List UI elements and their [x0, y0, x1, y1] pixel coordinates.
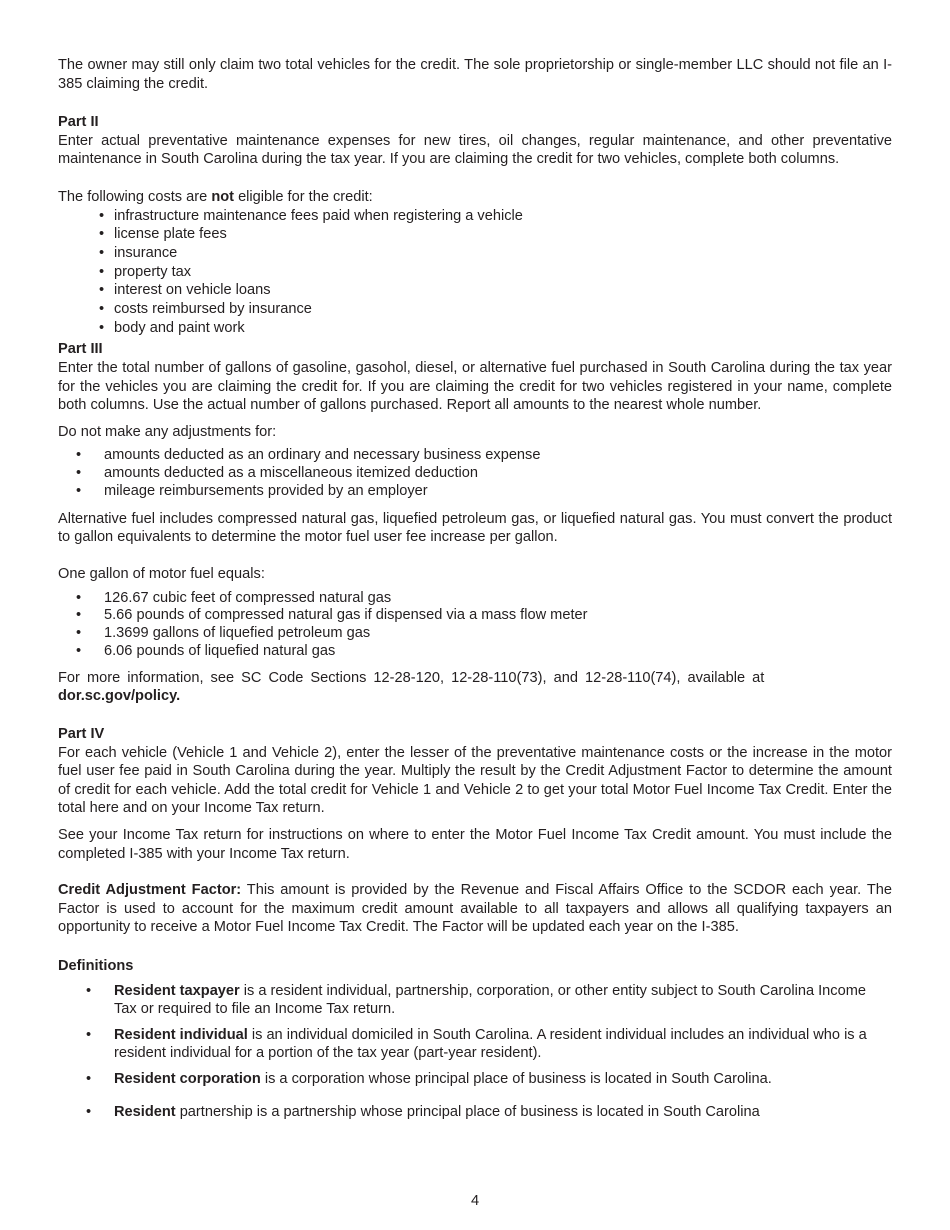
definition-item	[58, 1026, 892, 1063]
part-3-body: Enter the total number of gallons of gasoline, gasohol, diesel, or alternative fuel purchased in South Carolina during the tax year for the vehicles you are claiming the credit for. If you are claiming the credit for two vehicles registered in your name, complete both columns. Use the actual number of gallons purchased. Report all amounts to the nearest whole number.	[58, 360, 892, 414]
page-number: 4	[470, 1193, 480, 1209]
adjustments-list	[58, 447, 892, 500]
definition-text: is an individual domiciled in South Carolina. A resident individual includes an individual who is a resident individual for a portion of the tax year (part-year resident).	[114, 1026, 867, 1062]
definition-term: Resident individual	[114, 1026, 248, 1043]
part-3-heading: Part III	[58, 341, 103, 358]
part-2-body: Enter actual preventative maintenance expenses for new tires, oil changes, regular maintenance, and other preventative maintenance in South Carolina during the tax year. If you are claiming the credit for two vehicles, complete both columns.	[58, 132, 892, 168]
list-item: • property tax	[58, 263, 892, 282]
list-item: • 1.3699 gallons of liquefied petroleum gas	[58, 625, 892, 643]
not-eligible-intro	[58, 188, 892, 207]
list-item: • mileage reimbursements provided by an employer	[58, 483, 892, 501]
definition-term: Resident corporation	[114, 1070, 261, 1087]
list-item: • interest on vehicle loans	[58, 281, 892, 300]
list-item: • license plate fees	[58, 225, 892, 244]
list-item: • infrastructure maintenance fees paid when registering a vehicle	[58, 207, 892, 226]
gallon-equivalents-list	[58, 590, 892, 661]
definition-text: partnership is a partnership whose principal place of business is located in South Carolina	[175, 1103, 760, 1120]
definition-text: is a corporation whose principal place of business is located in South Carolina.	[260, 1070, 772, 1087]
definition-item	[58, 982, 892, 1019]
alternative-fuel-paragraph: Alternative fuel includes compressed natural gas, liquefied petroleum gas, or liquefied natural gas. You must convert the product to gallon equivalents to determine the motor fuel user fee increase per gallon.	[58, 510, 892, 546]
list-item: • amounts deducted as a miscellaneous itemized deduction	[58, 465, 892, 483]
more-info-paragraph: For more information, see SC Code Sections 12-28-120, 12-28-110(73), and 12-28-110(74), available at	[58, 669, 765, 686]
list-item: • body and paint work	[58, 319, 892, 338]
intro-paragraph: The owner may still only claim two total vehicles for the credit. The sole proprietorship or single-member LLC should not file an I-385 claiming the credit.	[58, 57, 892, 92]
part-4-body: For each vehicle (Vehicle 1 and Vehicle 2), enter the lesser of the preventative maintenance costs or the increase in the motor fuel user fee paid in South Carolina during the year. Multiply the result by the Credit Adjustment Factor to determine the amount of credit for each vehicle. Add the total credit for Vehicle 1 and Vehicle 2 to get your total Motor Fuel Income Tax Credit. Enter the total here and on your Income Tax return.	[58, 744, 892, 817]
part-2-heading: Part II	[58, 114, 99, 131]
list-item: • 126.67 cubic feet of compressed natural gas	[58, 590, 892, 608]
credit-factor-label: Credit Adjustment Factor:	[58, 882, 242, 899]
not-eligible-post: eligible for the credit:	[234, 188, 373, 205]
not-eligible-list	[58, 207, 892, 338]
credit-factor-paragraph	[58, 881, 892, 937]
not-eligible-pre: The following costs are	[58, 188, 212, 205]
not-eligible-bold: not	[211, 188, 235, 205]
part-4-heading: Part IV	[58, 726, 105, 742]
list-item: • costs reimbursed by insurance	[58, 300, 892, 319]
list-item: • 6.06 pounds of liquefied natural gas	[58, 643, 892, 661]
definition-term: Resident	[114, 1103, 176, 1120]
list-item: • 5.66 pounds of compressed natural gas if dispensed via a mass flow meter	[58, 607, 892, 625]
credit-factor-text: This amount is provided by the Revenue and Fiscal Affairs Office to the SCDOR each year. The Factor is used to account for the maximum credit amount available to all taxpayers and allows all qualifying taxpayers an opportunity to receive a Motor Fuel Income Tax Credit. The Factor will be updated each year on the I-385.	[58, 882, 892, 936]
definitions-heading: Definitions	[58, 957, 134, 974]
no-adjustments-intro: Do not make any adjustments for:	[58, 423, 277, 440]
list-item: • amounts deducted as an ordinary and necessary business expense	[58, 447, 892, 465]
see-return-paragraph: See your Income Tax return for instructions on where to enter the Motor Fuel Income Tax Credit amount. You must include the completed I-385 with your Income Tax return.	[58, 826, 892, 862]
policy-link[interactable]: dor.sc.gov/policy.	[58, 688, 181, 705]
definition-term: Resident taxpayer	[114, 982, 240, 999]
gallon-equivalents-intro: One gallon of motor fuel equals:	[58, 566, 265, 583]
definition-item	[58, 1070, 892, 1089]
definition-item	[58, 1103, 892, 1122]
definitions-list	[58, 982, 892, 1122]
definition-text: is a resident individual, partnership, corporation, or other entity subject to South Carolina Income Tax or required to file an Income Tax return.	[114, 982, 866, 1018]
list-item: • insurance	[58, 244, 892, 263]
page-content	[58, 56, 892, 1128]
